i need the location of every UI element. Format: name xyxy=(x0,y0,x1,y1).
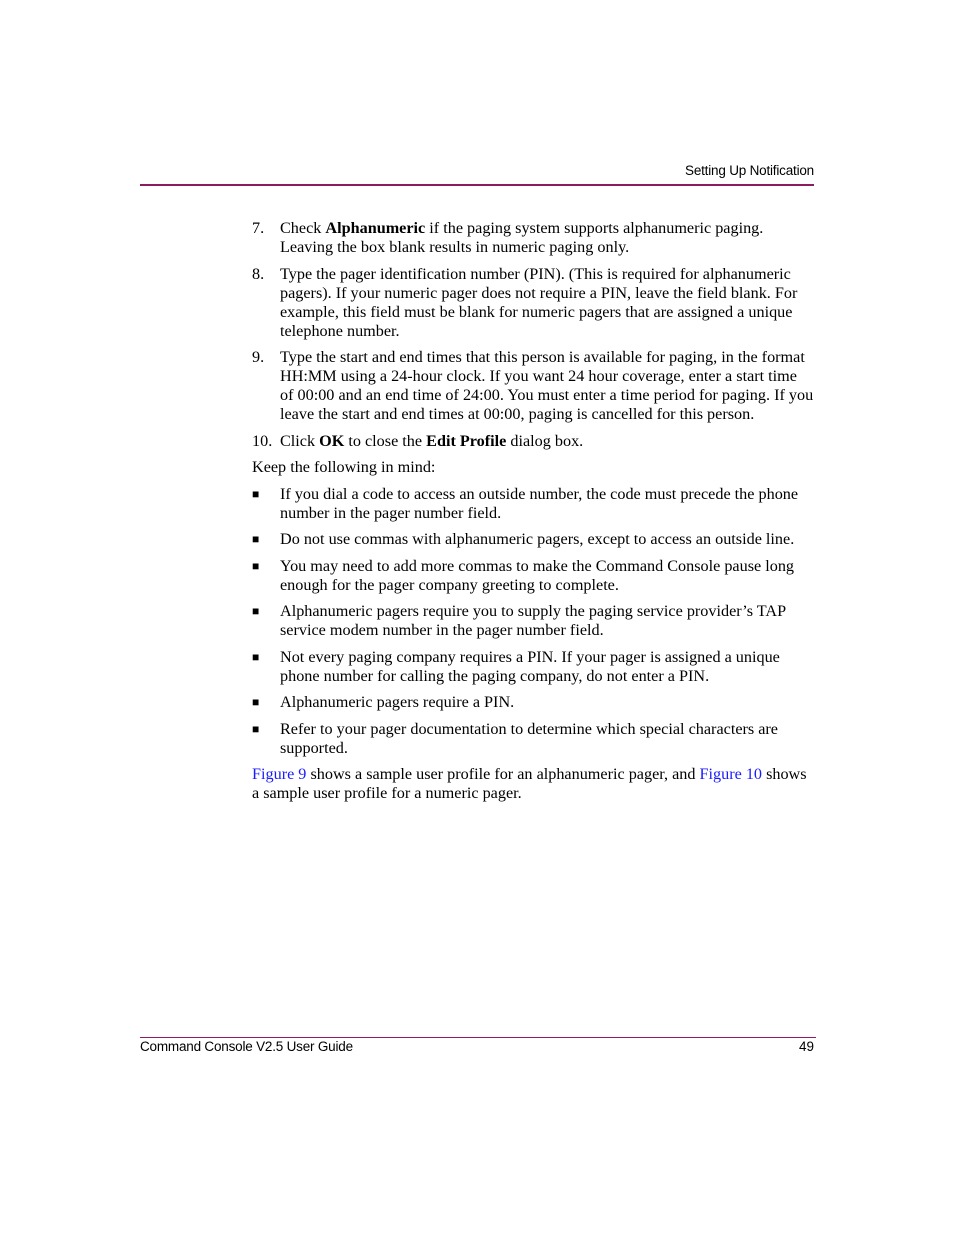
closing-text: shows a sample user profile for an alphanumeric pager, and xyxy=(306,765,700,783)
bullet-icon: ■ xyxy=(252,558,260,573)
intro-text: Keep the following in mind: xyxy=(252,458,436,476)
bullet-text: If you dial a code to access an outside number, the code must precede the phone number in the pager number field. xyxy=(280,484,799,522)
bullet-text: Do not use commas with alphanumeric pagers, except to access an outside line. xyxy=(280,530,795,548)
bullet-icon: ■ xyxy=(252,649,260,664)
ui-term-edit-profile: Edit Profile xyxy=(426,431,507,450)
header-rule xyxy=(140,184,814,186)
step-8 xyxy=(252,265,814,341)
running-head: Setting Up Notification xyxy=(685,163,814,178)
footer-title: Command Console V2.5 User Guide xyxy=(140,1039,353,1054)
step-text: Type the start and end times that this person is available for paging, in the format HH:MM using a 24-hour clock. If you want 24 hour coverage, enter a start time of 00:00 and an end time of 24:00. You must enter a time period for paging. If you leave the start and end times at 00:00, paging is cancelled for this person. xyxy=(280,348,814,423)
step-7 xyxy=(252,219,814,257)
step-text: Click xyxy=(280,431,320,450)
bullet-icon: ■ xyxy=(252,695,260,709)
footer-rule xyxy=(140,1037,816,1038)
step-text: if the paging system supports alphanumeric paging. Leaving the box blank results in numeric paging only. xyxy=(280,219,764,256)
ui-term-ok: OK xyxy=(319,431,345,450)
page-number: 49 xyxy=(798,1039,814,1054)
step-text: Check xyxy=(280,219,326,237)
step-text: to close the xyxy=(344,431,427,450)
figure-10-link[interactable]: Figure 10 xyxy=(699,765,763,783)
step-number: 9. xyxy=(252,348,265,366)
bullet-icon: ■ xyxy=(252,532,260,546)
step-number: 8. xyxy=(252,264,265,283)
body-content xyxy=(252,219,814,811)
step-text: dialog box. xyxy=(506,431,584,450)
closing-text: shows a sample user profile for a numeric pager. xyxy=(252,765,807,802)
bullet-text: Alphanumeric pagers require a PIN. xyxy=(280,693,515,711)
step-9 xyxy=(252,348,814,424)
bullet-icon: ■ xyxy=(252,721,260,736)
bullet-text: Refer to your pager documentation to determine which special characters are supported. xyxy=(280,719,778,757)
bullet-text: Not every paging company requires a PIN. If your pager is assigned a unique phone number for calling the paging company, do not enter a PIN. xyxy=(280,647,780,685)
bullet-item xyxy=(252,557,814,595)
ui-term-alphanumeric: Alphanumeric xyxy=(325,219,426,237)
bullet-item xyxy=(252,720,814,758)
step-text: Type the pager identification number (PIN). (This is required for alphanumeric pagers). If your numeric pager does not require a PIN, leave the field blank. For example, this field must be blank for numeric pagers that are assigned a unique telephone number. xyxy=(280,264,798,340)
bullet-text: Alphanumeric pagers require you to supply the paging service provider’s TAP service modem number in the pager number field. xyxy=(280,602,786,639)
step-number: 10. xyxy=(252,431,273,450)
bullet-text: You may need to add more commas to make the Command Console pause long enough for the pager company greeting to complete. xyxy=(280,556,795,594)
closing-paragraph xyxy=(252,765,814,803)
bullet-item xyxy=(252,602,814,640)
bullet-item xyxy=(252,648,814,686)
bullet-icon: ■ xyxy=(252,486,260,501)
step-number: 7. xyxy=(252,219,265,237)
figure-9-link[interactable]: Figure 9 xyxy=(252,765,307,783)
step-10 xyxy=(252,432,814,451)
bullet-item xyxy=(252,530,814,549)
bullet-item xyxy=(252,485,814,523)
bullet-item xyxy=(252,693,814,712)
bullet-icon: ■ xyxy=(252,604,260,618)
